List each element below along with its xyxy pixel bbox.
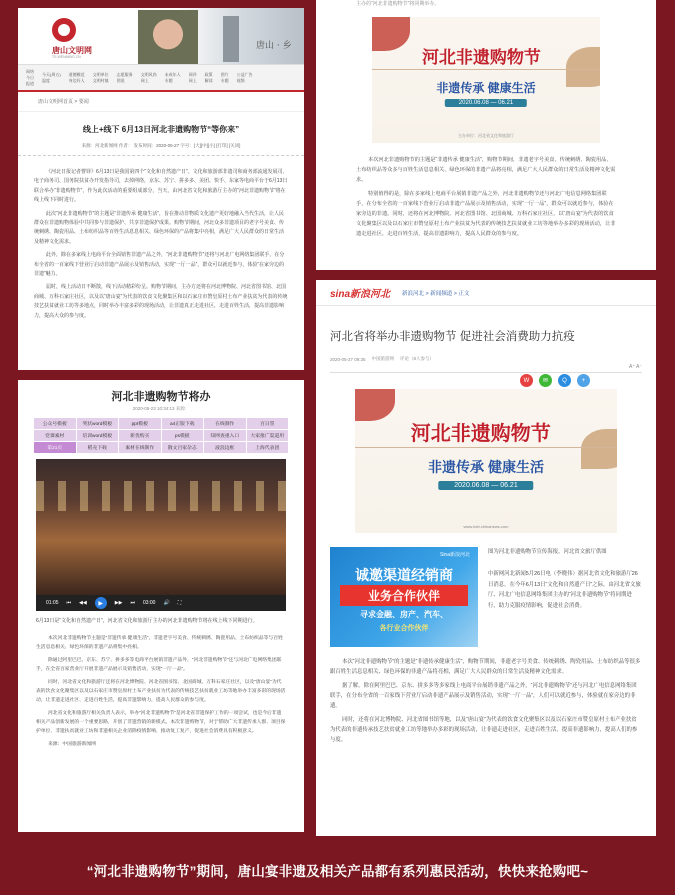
caption-row: [330, 547, 642, 647]
poster-slogan: 非遗传承 健康生活: [428, 459, 544, 475]
font-size-buttons[interactable]: A⁺ A⁻: [628, 364, 642, 370]
video-controls: [36, 595, 286, 611]
poster-footer: www.heb.chinanews.com: [463, 524, 509, 529]
nav-item-label: 文明村镇: [92, 77, 109, 83]
article-paragraph: 本次“河北非遗购物节”的主题是“非遗传承健康生活”，购物节期间，非遗老字号美食、传统刺绣、陶瓷用品、土布纺织品等很多跟百姓生活息息相关、绿色环保的非遗产品将亮相，满足广大人民群众的日常生活及精神文化需求。: [330, 659, 641, 675]
link-tab[interactable]: 散文百家杂志: [162, 442, 204, 453]
video-frame-image: [36, 481, 286, 511]
nav-item-label: 志愿服务: [116, 71, 133, 77]
nav-item-label: 网评: [188, 71, 197, 77]
article-meta: 来源：河北新闻网 作者： 发布时间：2020-05-27 字号：[大][中][小] [打印] [关闭]: [18, 143, 304, 156]
nav-item-label: 专题: [164, 77, 173, 83]
article-title: 河北非遗购物节将办: [111, 391, 211, 403]
nav-item[interactable]: [189, 72, 197, 84]
poster-decoration-icon: [581, 429, 617, 469]
poster-divider: [372, 69, 600, 70]
promo-banner: [0, 845, 675, 895]
banner-monument-image: [223, 16, 239, 62]
poster-article-panel: [316, 0, 656, 270]
festival-poster: [372, 17, 600, 143]
link-tab[interactable]: 新优购买: [119, 430, 161, 441]
wechat-share-icon[interactable]: ✉: [539, 374, 552, 387]
article-paragraph: 中新网河北新闻5月26日电（李晓伟）据河北省文化和旅游厅26日消息，在今年6月13日“文化和自然遗产日”之际，由河北省文旅厅、河北广电信息网络集团主办的“河北非遗购物节”将同期进行，助力克服疫情影响，促进社会消费。: [488, 571, 641, 609]
site-header: [18, 8, 304, 64]
ad-subtitle-2: 各行业合作伙伴: [379, 625, 429, 632]
article-paragraph: 此外，除在多家线上电商平台全面销售非遗产品之外，“河北非遗购物节”还将与河北广电网络集团联手，在分布全省的一百家线下营业厅启动非遗产品展示及销售活动，实现“一厅一品”，群众可以就近参与，体验“在家旁边的非遗”魅力。: [34, 252, 285, 278]
article-date: 2020-05-27 09:35: [330, 356, 366, 362]
sina-ad-banner[interactable]: [330, 547, 478, 647]
link-tab[interactable]: 波浪边框: [204, 442, 246, 453]
article-source: 来源：中国旅游新闻网: [48, 742, 96, 747]
rewind-icon[interactable]: ◀◀: [79, 600, 87, 606]
article-body: [316, 143, 656, 239]
video-article-panel: [18, 380, 304, 832]
sina-article-panel: [316, 280, 656, 836]
fullscreen-icon[interactable]: ⛶: [177, 600, 182, 606]
article-meta: 2020-05-23 10:34:13 来源：: [132, 406, 190, 411]
nav-item-label: 今日: [26, 74, 34, 80]
poster-footer: 主办单位：河北省文化和旅游厅: [458, 133, 514, 138]
site-logo-text[interactable]: 唐山文明网: [52, 46, 92, 55]
nav-item-label: 网上: [140, 77, 149, 83]
forward-icon[interactable]: ▶▶: [114, 600, 123, 606]
poster-slogan: 非遗传承 健康生活: [436, 81, 536, 95]
article-source[interactable]: 中国旅游网: [371, 356, 395, 361]
nav-item-label: 今天(周五): [42, 71, 61, 77]
banner-portrait-image: [138, 10, 198, 64]
article-paragraph: 届时，线上活动日不断散，线下活动精彩纷呈。购物节期间，主办方还将在河北博物院、河北省图书馆、北国商城、万科石家庄社区，以及以“唐山宴”为代表的饮食文化聚集区和以石家庄市赞皇原村土布产业扶贫为代表的传统技艺扶贫就业工坊等多地点，同时举办丰富多彩的现场活动，让非遗真正走进社区，走进百姓生活，提高非遗影响力，提高大众的参与度。: [34, 284, 288, 319]
share-buttons: [520, 374, 590, 387]
nav-item-label: 专题: [220, 77, 229, 83]
article-title: 线上+线下 6月13日河北非遗购物节“等你来”: [82, 125, 240, 134]
link-tab[interactable]: 培训word模板: [77, 430, 119, 441]
poster-decoration-icon: [566, 47, 600, 87]
nav-item-label: 公益广告: [236, 71, 253, 77]
nav-item-label: 文明单位: [92, 71, 109, 77]
article-paragraph: 本次河北非遗购物节主题是“非遗传承 健康生活”，非遗老字号美食、传统刺绣、陶瓷用品、土布纺织品等与百姓生活息息相关、绿色环保的非遗产品将集中亮相。: [36, 636, 283, 650]
article-paragraph: 据了解，除在阿里巴巴、京东、拼多多等多家线上电商平台展销非遗产品之外，“河北非遗购物节”还与河北广电信息网络集团联手，在分布全省的一百家线下营业厅启动非遗产品展示及销售活动，实现“一厅一品”，人们可以就近参与，体验就在家旁边的非遗。: [330, 683, 637, 709]
link-tab[interactable]: 公众号模板: [34, 418, 76, 429]
nav-item-label: 图说: [116, 77, 125, 83]
qq-share-icon[interactable]: Q: [558, 374, 571, 387]
play-icon[interactable]: ▶: [95, 597, 107, 609]
nav-item[interactable]: [205, 72, 213, 84]
article-paragraph: 河北省文化和旅游厅相关负责人表示，举办“河北非遗购物节”是河北省非遗保护工作的一项尝试，也是今后非遗相关产品创新发展的一个重要思路，开创了非遗营销的新模式。本次非遗购物节，对于帮助广大非遗传承人群、项目保护单位、非遗扶贫就业工坊和非遗相关企业消除疫情影响、推动复工复产，促进社会消费具有积极意义。: [36, 711, 286, 734]
more-share-icon[interactable]: +: [577, 374, 590, 387]
article-paragraph: 此次“河北非遗购物节”的主题是“非遗传承 健康生活”，旨在推动非物质文化遗产更好地融入当代生活，让人民群众在非遗购物体验中共同参与非遗保护、共享非遗保护成果。购物节期间，河北众多非遗项目的老字号美食、传统刺绣、陶瓷用品、土布纺织品等百姓生活息息相关、绿色环保的产品将集中亮相，满足广大人民群众的日常生活及精神文化需求。: [34, 210, 285, 245]
link-tab[interactable]: 大家推广渠道用: [247, 430, 289, 441]
link-tab[interactable]: ppt模板: [119, 418, 161, 429]
link-tab[interactable]: 上海代表团: [247, 442, 289, 453]
breadcrumb[interactable]: 新浪河北 > 新闻频道 > 正文: [402, 290, 470, 297]
tangshan-article-panel: [18, 8, 304, 370]
nav-item-label: 温度: [42, 77, 50, 83]
sina-header: [316, 280, 656, 306]
nav-item-label: 网上: [188, 77, 197, 83]
poster-date: 2020.06.08 — 06.21: [445, 99, 527, 107]
article-paragraph: 本次河北非遗购物节的主题是“非遗传承 健康生活”，购物节期间，非遗老字号美食、传统刺绣、陶瓷用品、土布纺织品等众多与百姓生活息息相关、绿色环保的非遗产品将亮相，满足广大人民群众的日常生活及精神文化需求。: [356, 157, 616, 183]
article-comment-count[interactable]: 评论（8人参与）: [400, 356, 435, 361]
link-tabs: [34, 418, 288, 453]
site-logo-subtext: TS.WENMING.CN: [52, 55, 81, 59]
link-tab[interactable]: 党课素材: [34, 430, 76, 441]
nav-item-label: 解读: [204, 77, 213, 83]
link-tab[interactable]: 在线制作: [204, 418, 246, 429]
link-tab[interactable]: 百日誓: [247, 418, 289, 429]
article-body: [18, 632, 304, 755]
nav-item-label: 网络: [26, 68, 34, 74]
article-paragraph: 同时，还将在河北博物院、河北省图书馆等地，以及“唐山宴”为代表的饮食文化聚集区以及以石家庄市赞皇原村土布产业扶贫为代表的非遗传承技艺扶贫就业工坊等地举办多彩的现场活动，让非遗走进社区，走进百姓生活，提高非遗影响力，提高人们的参与度。: [330, 717, 638, 743]
nav-item[interactable]: [141, 72, 157, 84]
poster-decoration-icon: [355, 389, 395, 421]
poster-decoration-icon: [372, 17, 410, 51]
nav-item[interactable]: [165, 72, 181, 84]
article-meta: [330, 356, 642, 384]
article-snippet: 主办的“河北非遗购物节”将同期举办。: [356, 1, 440, 7]
site-logo-icon[interactable]: [52, 18, 76, 42]
poster-brand: 河北非遗购物节: [421, 48, 541, 68]
nav-item-label: 文明风尚: [140, 71, 157, 77]
nav-item-label: 身边好人: [68, 77, 85, 83]
ad-sina-logo: Sina新浪河北: [439, 552, 470, 558]
banner-title: 唐山 · 乡: [256, 41, 292, 51]
volume-icon[interactable]: 🔊: [163, 600, 170, 606]
image-caption: 图为河北非遗购物节宣传海报，河北省文旅厅供图: [488, 549, 607, 555]
nav-item-label: 报道: [26, 80, 34, 86]
festival-poster: [355, 389, 617, 533]
prev-icon[interactable]: ⏮: [66, 600, 72, 606]
nav-item-label: 政策: [204, 71, 213, 77]
nav-item[interactable]: [237, 72, 253, 84]
poster-brand: 河北非遗购物节: [410, 421, 551, 445]
nav-item-label: 视频: [236, 77, 245, 83]
article-body: [316, 647, 656, 745]
promo-banner-text: “河北非遗购物节”期间，唐山宴非遗及相关产品都有系列惠民活动，快快来抢购吧~: [86, 864, 589, 879]
poster-date: 2020.06.08 — 06.21: [438, 481, 533, 490]
nav-item-label: 图片: [220, 71, 229, 77]
nav-item[interactable]: [221, 72, 229, 84]
article-paragraph: 特别值得的是，除在多家线上电商平台展销非遗产品之外，河北非遗购物节还与河北广电信息网络集团联手，在分布全省的一百家线下营业厅启动非遗产品展示及销售活动，实现“一厅一品”，群众可以就近参与，体验在家旁边的非遗。同时，还将在河北博物院、河北省图书馆、北国商城、万科石家庄社区，以“唐山宴”为代表的饮食文化聚集区以及以石家庄市赞皇原村土布产业扶贫为代表的传统技艺扶贫就业工坊等地举办多彩的现场活动，让非遗走进社区，走进百姓生活，提高非遗影响力，提高人民群众的参与度。: [356, 191, 616, 237]
sina-logo[interactable]: sina新浪河北: [330, 289, 391, 300]
video-duration: 03:00: [142, 600, 156, 606]
nav-item[interactable]: [93, 72, 109, 84]
nav-item[interactable]: [26, 69, 34, 87]
video-caption: 6月13日是“文化和自然遗产日”，河北省文化和旅游厅主办的河北非遗购物节将在线上线下同期进行。: [36, 618, 258, 624]
ad-badge: 业务合作伙伴: [340, 585, 468, 606]
link-tab[interactable]: 第21页: [34, 442, 76, 453]
nav-item[interactable]: [42, 72, 61, 84]
nav-item[interactable]: [69, 72, 85, 84]
video-player[interactable]: [36, 459, 286, 595]
ad-subtitle: 寻求金融、房产、汽车、: [360, 610, 448, 619]
nav-item-label: 道德模范: [68, 71, 85, 77]
nav-item[interactable]: [117, 72, 133, 84]
weibo-share-icon[interactable]: W: [520, 374, 533, 387]
link-tab[interactable]: ps模板: [162, 430, 204, 441]
article-body: [18, 162, 304, 331]
article-paragraph: 《河北日报记者曹铎》6月13日是我国第四个“文化和自然遗产日”。文化和旅游部非遗司和商务部流通发展司、电子商务司、国务院扶贫办开发指导司，去掉网络，京东、苏宁、拼多多、美团、快手、东家等电商平台于6月13日联合举办“非遗购物节”，作为此次活动的重要组成部分，当天，由河北省文化和旅游厅主办的“河北非遗购物节”将在线上线下同时进行。: [34, 169, 288, 204]
side-text: [488, 547, 642, 647]
nav-item-label: 未成年人: [164, 71, 181, 77]
link-tab[interactable]: a4正版下载: [162, 418, 204, 429]
link-tab[interactable]: 奖状word模板: [77, 418, 119, 429]
site-nav: [18, 64, 304, 92]
article-paragraph: 除通过阿里巴巴、京东、苏宁、拼多多等电商平台展销非遗产品外，“河北非遗购物节”还与河北广电网络集团联手，在全省百家营业厅开展非遗产品展示及销售活动，实现“一厅一品”。: [36, 658, 282, 672]
link-tab[interactable]: 知网查重入口: [204, 430, 246, 441]
ad-title: 诚邀渠道经销商: [355, 567, 453, 583]
article-title: 河北省将举办非遗购物节 促进社会消费助力抗疫: [330, 331, 575, 343]
link-tab[interactable]: 稻壳下载: [77, 442, 119, 453]
article-paragraph: 同时，河北省文化和旅游厅还将在河北博物院、河北省图书馆、北国商城、万科石家庄社区，以及“唐山宴”为代表的饮食文化聚集区以及以石家庄市赞皇原村土布产业扶贫为代表的传统技艺扶贫就业工坊等地举办丰富多彩的现场活动，让非遗走进社区、走进百姓生活，提高非遗影响力，提高人民群众的参与度。: [36, 680, 286, 703]
poster-divider: [355, 447, 617, 448]
link-tab[interactable]: 素材在线制作: [119, 442, 161, 453]
breadcrumb[interactable]: 唐山文明网首页 > 要闻: [18, 92, 304, 112]
video-current-time: 01:05: [46, 600, 59, 606]
next-icon[interactable]: ⏭: [130, 600, 135, 606]
